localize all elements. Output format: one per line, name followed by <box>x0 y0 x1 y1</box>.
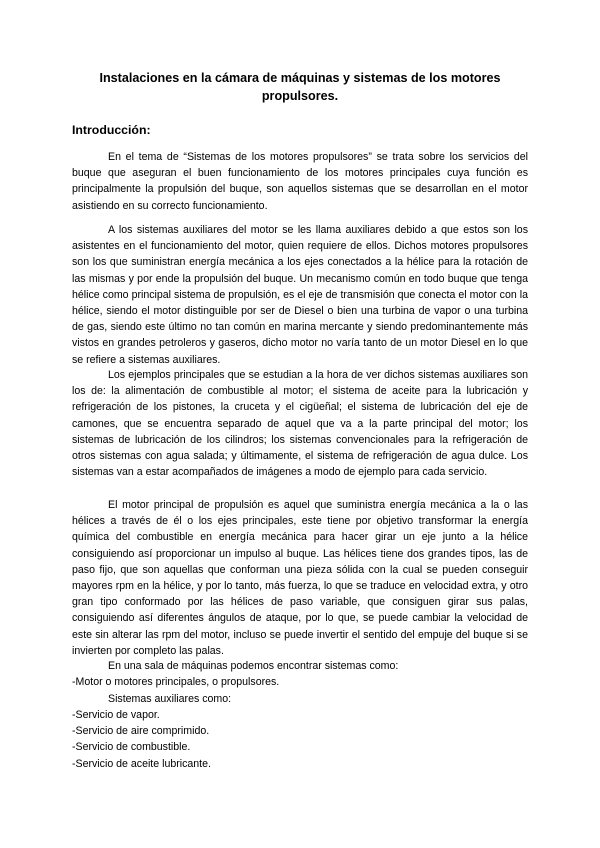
paragraph-3: Los ejemplos principales que se estudian a la hora de ver dichos sistemas auxiliares son los de: la alimentación de combustible al motor; el sistema de aceite para la lubricación y refrigeración de los pistones, la cruceta y el cigüeñal; el sistema de lubricación del eje de camones, que se encuentra separado de aquel que va a la parte principal del motor; los sistemas de lubricación de los cilindros; los sistemas convencionales para la refrigeración de otros sistemas con agua salada; y últimamente, el sistema de refrigeración de agua dulce. Los sistemas van a estar acompañados de imágenes a modo de ejemplo para cada servicio. <box>72 369 528 479</box>
list-item: -Servicio de aceite lubricante. <box>72 757 211 770</box>
paragraph-4: El motor principal de propulsión es aquel que suministra energía mecánica a la o las hélices a través de él o los ejes principales, este tiene por objetivo transformar la energía química del combustible en energía mecánica para hacer girar un eje junto a la hélice consiguiendo así proporcionar un impulso al buque. Las hélices tiene dos grandes tipos, las de paso fijo, que son aquellas que conforman una pieza sólida con la cual se pueden conseguir mayores rpm en la hélice, y por lo tanto, más fuerza, lo que se traduce en velocidad extra, y otro gran tipo conformado por las hélices de paso variable, que consiguen girar sus palas, consiguiendo así diferentes ángulos de ataque, por lo que, se puede cambiar la velocidad de este sin alterar las rpm del motor, incluso se puede invertir el sentido del empuje del buque si se invierten por completo las palas. <box>72 499 528 657</box>
list-item: -Servicio de vapor. <box>72 708 160 721</box>
list-item: -Servicio de combustible. <box>72 741 191 754</box>
aux-systems-heading: Sistemas auxiliares como: <box>108 692 232 705</box>
paragraph-1: En el tema de “Sistemas de los motores propulsores” se trata sobre los servicios del buque que aseguran el buen funcionamiento de los motores principales cuya función es principalmente la propulsión del buque, son aquellos sistemas que se desarrollan en el motor asistiendo en su correcto funcionamiento. <box>72 151 528 212</box>
systems-list <box>72 658 528 772</box>
list-item: -Servicio de aire comprimido. <box>72 725 210 738</box>
paragraph-2: A los sistemas auxiliares del motor se les llama auxiliares debido a que estos son los asistentes en el funcionamiento del motor, quien requiere de ellos. Dichos motores propulsores son los que suministran energía mecánica a los ejes conectados a la hélice para la rotación de las mismas y por ende la propulsión del buque. Un mecanismo común en todo buque que tenga hélice como principal sistema de propulsión, es el eje de transmisión que conecta el motor con la hélice, siendo el motor distinguible por ser de Diesel o bien una turbina de vapor o una turbina de gas, siendo este último no tan común en marina mercante y siendo predominantemente más vistos en grandes petroleros y gaseros, dicho motor no varía tanto de un motor Diesel en lo que se refiere a sistemas auxiliares. <box>72 224 528 366</box>
intro-heading: Introducción: <box>72 123 151 137</box>
list-item-main-engines: -Motor o motores principales, o propulsores. <box>72 676 280 689</box>
document-title: Instalaciones en la cámara de máquinas y sistemas de los motores propulsores. <box>99 71 501 103</box>
list-intro: En una sala de máquinas podemos encontrar sistemas como: <box>108 660 399 672</box>
